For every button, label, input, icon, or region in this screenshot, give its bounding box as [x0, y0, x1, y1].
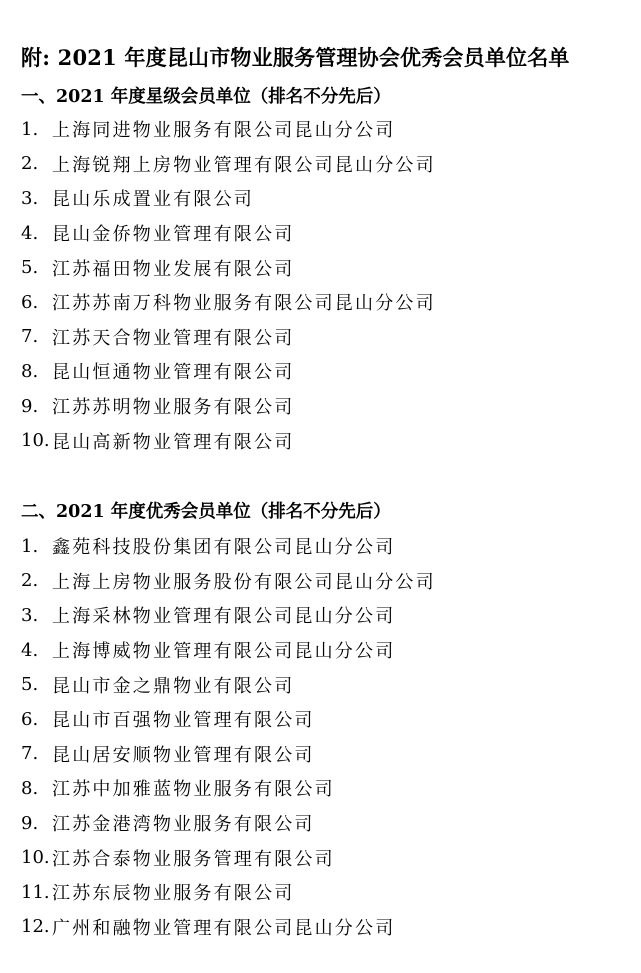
- company-name: 江苏天合物业管理有限公司: [52, 327, 295, 349]
- list-item-number: 1.: [21, 118, 39, 140]
- company-name: 江苏苏明物业服务有限公司: [52, 397, 295, 419]
- company-name: 昆山恒通物业管理有限公司: [52, 362, 295, 384]
- company-name: 江苏金港湾物业服务有限公司: [52, 814, 315, 836]
- list-item: [21, 875, 436, 910]
- company-name: 上海锐翔上房物业管理有限公司昆山分公司: [52, 154, 436, 176]
- company-name: 江苏苏南万科物业服务有限公司昆山分公司: [52, 293, 436, 315]
- list-item: [21, 667, 436, 702]
- list-item-number: 2.: [21, 570, 39, 592]
- list-item: [21, 910, 436, 945]
- list-item: [21, 702, 436, 737]
- section-heading-excellent-members: 二、2021 年度优秀会员单位（排名不分先后）: [21, 502, 391, 522]
- list-item: [21, 112, 436, 147]
- list-item-number: 5.: [21, 257, 39, 279]
- list-item-number: 11.: [21, 881, 50, 903]
- list-item: [21, 389, 436, 424]
- list-item-number: 4.: [21, 639, 39, 661]
- list-item-number: 1.: [21, 535, 39, 557]
- list-item: [21, 354, 436, 389]
- list-item-number: 6.: [21, 291, 39, 313]
- company-name: 广州和融物业管理有限公司昆山分公司: [52, 917, 396, 939]
- list-item-number: 3.: [21, 187, 39, 209]
- company-name: 昆山乐成置业有限公司: [52, 189, 254, 211]
- list-item: [21, 737, 436, 772]
- list-item-number: 7.: [21, 743, 39, 765]
- list-item: [21, 598, 436, 633]
- section-heading-star-members: 一、2021 年度星级会员单位（排名不分先后）: [21, 87, 391, 107]
- company-name: 上海博威物业管理有限公司昆山分公司: [52, 641, 396, 663]
- company-name: 江苏合泰物业服务管理有限公司: [52, 848, 335, 870]
- company-name: 鑫苑科技股份集团有限公司昆山分公司: [52, 537, 396, 559]
- list-item: [21, 320, 436, 355]
- company-name: 江苏福田物业发展有限公司: [52, 258, 295, 280]
- list-item-number: 2.: [21, 153, 39, 175]
- document-title: 附: 2021 年度昆山市物业服务管理协会优秀会员单位名单: [21, 45, 570, 70]
- list-item-number: 7.: [21, 326, 39, 348]
- list-item: [21, 147, 436, 182]
- list-item: [21, 181, 436, 216]
- company-name: 上海上房物业服务股份有限公司昆山分公司: [52, 571, 436, 593]
- list-item-number: 5.: [21, 674, 39, 696]
- list-item: [21, 529, 436, 564]
- list-item: [21, 423, 436, 458]
- list-item-number: 8.: [21, 777, 39, 799]
- list-item: [21, 806, 436, 841]
- list-item: [21, 633, 436, 668]
- list-item-number: 10.: [21, 430, 50, 452]
- list-item: [21, 250, 436, 285]
- list-item: [21, 840, 436, 875]
- list-item-number: 6.: [21, 708, 39, 730]
- company-name: 上海采林物业管理有限公司昆山分公司: [52, 606, 396, 628]
- list-item-number: 9.: [21, 395, 39, 417]
- list-item: [21, 564, 436, 599]
- company-name: 江苏东辰物业服务有限公司: [52, 883, 295, 905]
- company-name: 昆山居安顺物业管理有限公司: [52, 744, 315, 766]
- list-item: [21, 771, 436, 806]
- list-item: [21, 285, 436, 320]
- company-name: 昆山金侨物业管理有限公司: [52, 224, 295, 246]
- company-name: 江苏中加雅蓝物业服务有限公司: [52, 779, 335, 801]
- list-item-number: 9.: [21, 812, 39, 834]
- list-item-number: 4.: [21, 222, 39, 244]
- list-item-number: 3.: [21, 604, 39, 626]
- company-name: 昆山高新物业管理有限公司: [52, 431, 295, 453]
- company-name: 昆山市金之鼎物业有限公司: [52, 675, 295, 697]
- star-member-list: [21, 112, 436, 458]
- excellent-member-list: [21, 529, 436, 944]
- list-item-number: 8.: [21, 360, 39, 382]
- company-name: 上海同进物业服务有限公司昆山分公司: [52, 120, 396, 142]
- list-item-number: 12.: [21, 916, 50, 938]
- list-item: [21, 216, 436, 251]
- list-item-number: 10.: [21, 847, 50, 869]
- company-name: 昆山市百强物业管理有限公司: [52, 710, 315, 732]
